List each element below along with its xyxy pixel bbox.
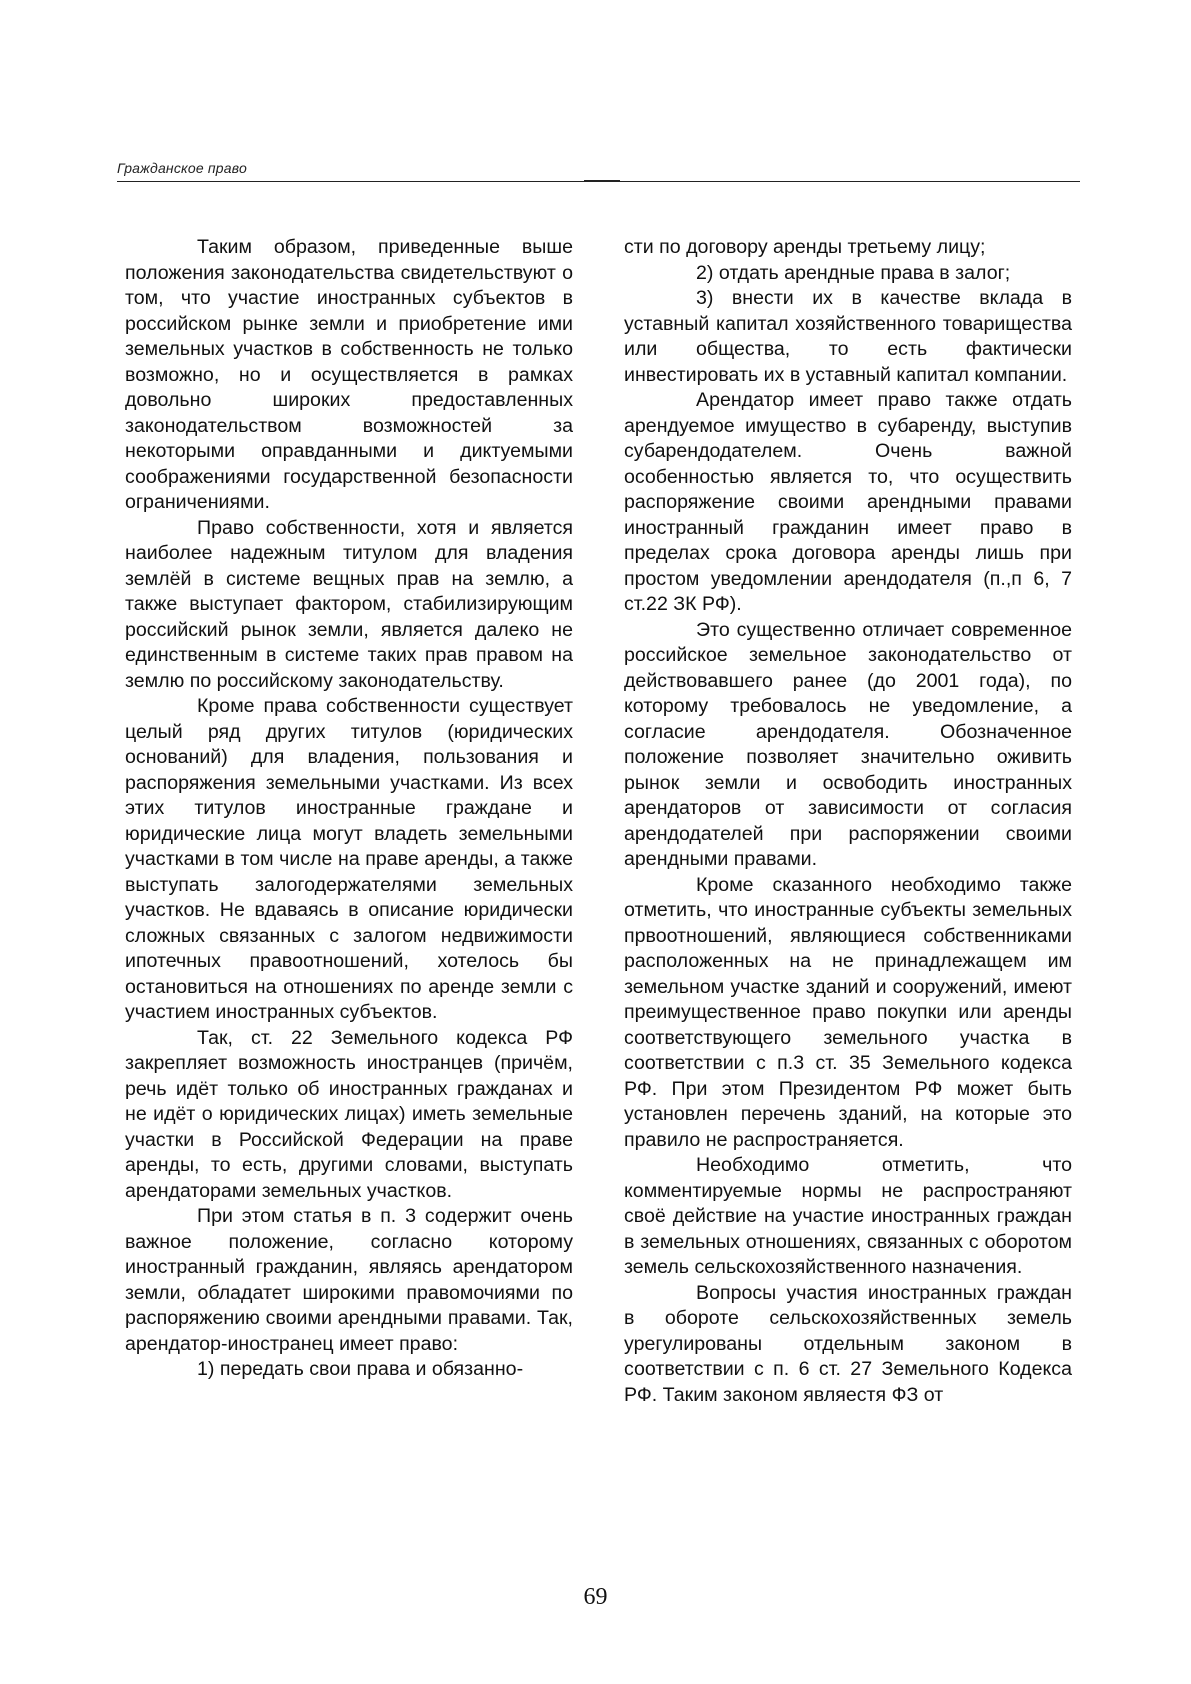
paragraph-article-22: Так, ст. 22 Земельного кодекса РФ закрепляет возможность иностранцев (причём, речь идёт только об иностранных гражданах и не идёт о юридических лицах) иметь земельные участки в Российской Федерации на праве аренды, то есть, другими словами, выступать арендаторами земельных участков.: [125, 1026, 573, 1202]
paragraph-comparison-2001: Это существенно отличает современное российское земельное законодательство от действовавшего ранее (до 2001 года), по которому требовалось не уведомление, а согласие арендодателя. Обозначенное положение позволяет значительно оживить рынок земли и освободить иностранных арендаторов от зависимости от согласия арендодателей при распоряжении своими арендными правами.: [624, 618, 1072, 870]
paragraph-sublease: Арендатор имеет право также отдать арендуемое имущество в субаренду, выступив субарендодателем. Очень важной особенностью является то, что осуществить распоряжение своими арендными правами иностранный гражданин имеет право в пределах срока договора аренды лишь при простом уведомлении арендодателя (п.,п 6, 7 ст.22 ЗК РФ).: [624, 389, 1072, 615]
paragraph-preemptive-right: Кроме сказанного необходимо также отметить, что иностранные субъекты земельных првоотношений, являющиеся собственниками расположенных на не принадлежащем им земельном участке зданий и сооружений, имеют преимущественное право покупки или аренды соответствующего земельного участка в соответствии с п.3 ст. 35 Земельного кодекса РФ. При этом Президентом РФ может быть установлен перечень зданий, на которые это правило не распространяется.: [624, 873, 1072, 1151]
paragraph-agricultural-exclusion: Необходимо отметить, что комментируемые нормы не распространяют своё действие на участие иностранных граждан в земельных отношениях, связанных с оборотом земель сельскохозяйственного назначения.: [624, 1154, 1072, 1278]
left-column: [125, 235, 573, 1383]
list-item-2: 2) отдать арендные права в залог;: [696, 261, 1011, 284]
paragraph-ownership-right: Право собственности, хотя и является наиболее надежным титулом для владения землёй в системе вещных прав на землю, а также выступает фактором, стабилизирующим российский рынок земли, является далеко не единственным в системе таких прав правом на землю по российскому законодательству.: [125, 516, 573, 692]
list-item-1-continued: сти по договору аренды третьему лицу;: [624, 236, 986, 258]
paragraph-separate-law: Вопросы участия иностранных граждан в обороте сельскохозяйственных земель урегулированы отдельным законом в соответствии с п. 6 ст. 27 Земельного Кодекса РФ. Таким законом являестя ФЗ от: [624, 1281, 1072, 1406]
paragraph-other-titles: Кроме права собственности существует целый ряд других титулов (юридических оснований) для владения, пользования и распоряжения земельными участками. Из всех этих титулов иностранные граждане и юридические лица могут владеть земельными участками в том числе на праве аренды, а также выступать залогодержателями земельных участков. Не вдаваясь в описание юридически сложных связанных с залогом недвижимости ипотечных правоотношений, хотелось бы остановиться на отношениях по аренде земли с участием иностранных субъектов.: [125, 695, 573, 1023]
page-number: 69: [583, 1584, 608, 1610]
list-item-3: 3) внести их в качестве вклада в уставный капитал хозяйственного товарищества или общества, то есть фактически инвестировать их в уставный капитал компании.: [624, 287, 1072, 386]
paragraph-clause-3: При этом статья в п. 3 содержит очень важное положение, согласно которому иностранный гражданин, являясь арендатором земли, обладатет широкими правомочиями по распоряжению своими арендными правами. Так, арендатор-иностранец имеет право:: [125, 1205, 573, 1355]
paragraph-conclusion: Таким образом, приведенные выше положения законодательства свидетельствуют о том, что участие иностранных субъектов в российском рынке земли и приобретение ими земельных участков в собственность не только возможно, но и осуществляется в рамках довольно широких предоставленных законодательством возможностей за некоторыми оправданными и диктуемыми соображениями государственной безопасности ограничениями.: [125, 236, 573, 513]
header-rule-accent: [584, 180, 620, 182]
right-column: [624, 235, 1072, 1408]
list-item-1: 1) передать свои права и обязанно-: [197, 1358, 524, 1380]
running-head-title: Гражданское право: [117, 160, 247, 176]
